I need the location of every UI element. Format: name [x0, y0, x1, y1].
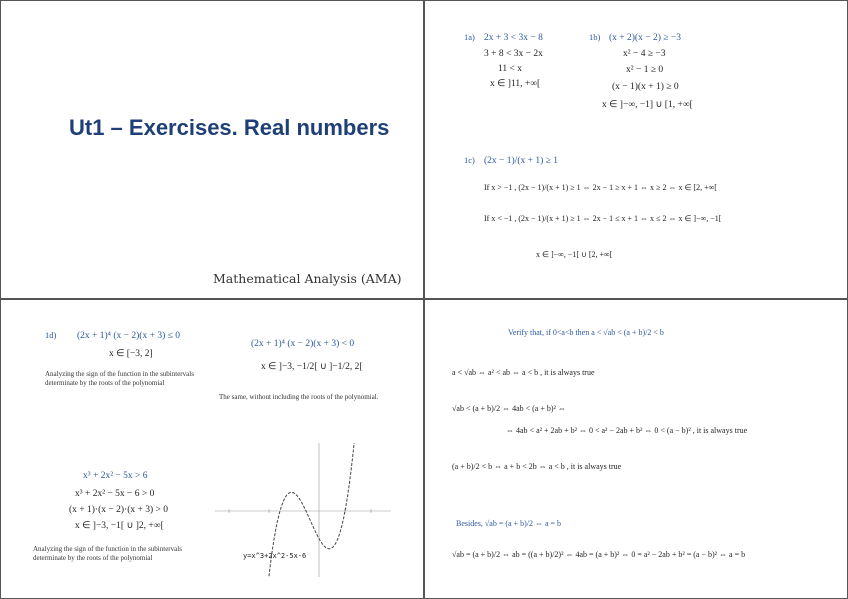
- exercise-1c-statement: (2x − 1)/(x + 1) ≥ 1: [484, 156, 558, 166]
- exercise-1b-step: x² − 1 ≥ 0: [626, 65, 664, 75]
- exercise-1d-result: x ∈ [−3, 2]: [109, 349, 153, 359]
- slide-exercise-1abc: [426, 3, 845, 297]
- exercise-1c-case: If x < −1 , (2x − 1)/(x + 1) ≥ 1 ⇔ 2x − 1 ≤ x + 1 ⇔ x ≤ 2 ⇔ x ∈ ]−∞, −1[: [484, 214, 722, 223]
- horizontal-divider: [0, 298, 848, 300]
- exercise-1b-step: x ∈ ]−∞, −1] ∪ [1, +∞[: [602, 100, 693, 110]
- exercise-1f-step: x ∈ ]−3, −1[ ∪ ]2, +∞[: [75, 521, 164, 531]
- proof-step-2b: ⇔ 4ab < a² + 2ab + b² ⇔ 0 < a² − 2ab + b² ⇔ 0 < (a − b)² , it is always true: [506, 426, 748, 435]
- exercise-1a-label: 1a): [464, 32, 475, 42]
- slide-mean-inequality: [426, 301, 845, 596]
- exercise-1b-step: (x − 1)(x + 1) ≥ 0: [612, 82, 679, 92]
- exercise-1a-step: x ∈ ]11, +∞[: [490, 79, 541, 89]
- exercise-1c-case: If x > −1 , (2x − 1)/(x + 1) ≥ 1 ⇔ 2x − 1 ≥ x + 1 ⇔ x ≥ 2 ⇔ x ∈ [2, +∞[: [484, 183, 717, 192]
- exercise-1c-label: 1c): [464, 155, 475, 165]
- exercise-1e-note: The same, without including the roots of the polynomial.: [219, 393, 379, 401]
- exercise-1d-label: 1d): [45, 330, 57, 340]
- exercise-1e-statement: (2x + 1)⁴ (x − 2)(x + 3) < 0: [251, 339, 355, 349]
- slide-exercise-1def: [3, 301, 421, 596]
- slide-title: [3, 3, 421, 297]
- graph-curve-label: y=x^3+2x^2-5x-6: [243, 552, 307, 560]
- slide-title-heading: Ut1 – Exercises. Real numbers: [69, 115, 390, 140]
- exercise-1a-step: 2x + 3 < 3x − 8: [484, 33, 543, 43]
- exercise-1b-step: x² − 4 ≥ −3: [623, 49, 666, 59]
- exercise-1e-result: x ∈ ]−3, −1/2[ ∪ ]−1/2, 2[: [261, 362, 363, 372]
- exercise-1a-step: 11 < x: [498, 64, 523, 74]
- proof-step-3: (a + b)/2 < b ⇔ a + b < 2b ⇔ a < b , it is always true: [452, 462, 622, 471]
- proof-step-4: √ab = (a + b)/2 ⇔ ab = ((a + b)/2)² ⇔ 4ab = (a + b)² ⇔ 0 = a² − 2ab + b² = (a − b)² ⇔ a = b: [452, 550, 746, 559]
- proof-besides: Besides, √ab = (a + b)/2 ⇔ a = b: [456, 519, 562, 528]
- proof-heading: Verify that, if 0<a<b then a < √ab < (a + b)/2 < b: [508, 328, 664, 337]
- exercise-1d-statement: (2x + 1)⁴ (x − 2)(x + 3) ≤ 0: [77, 331, 180, 341]
- exercise-1a-step: 3 + 8 < 3x − 2x: [484, 49, 543, 59]
- slide-subtitle: Mathematical Analysis (AMA): [213, 271, 402, 286]
- exercise-1f-step: x³ + 2x² − 5x − 6 > 0: [75, 489, 155, 499]
- proof-step-2a: √ab < (a + b)/2 ⇔ 4ab < (a + b)² ⇔: [452, 404, 566, 413]
- exercise-1c-result: x ∈ ]−∞, −1[ ∪ [2, +∞[: [536, 250, 613, 259]
- vertical-divider: [423, 0, 425, 599]
- exercise-1f-statement: x³ + 2x² − 5x > 6: [83, 471, 148, 481]
- exercise-1f-step: (x + 1)·(x − 2)·(x + 3) > 0: [69, 505, 168, 515]
- exercise-1b-label: 1b): [589, 32, 601, 42]
- exercise-1f-note: Analyzing the sign of the function in the subintervals determinate by the roots of the polynomial: [33, 545, 182, 562]
- cubic-function-graph: [215, 443, 391, 577]
- exercise-1d-note: Analyzing the sign of the function in the subintervals determinate by the roots of the polynomial: [45, 370, 194, 387]
- exercise-1b-step: (x + 2)(x − 2) ≥ −3: [609, 33, 681, 43]
- proof-step-1: a < √ab ⇔ a² < ab ⇔ a < b , it is always true: [452, 368, 595, 377]
